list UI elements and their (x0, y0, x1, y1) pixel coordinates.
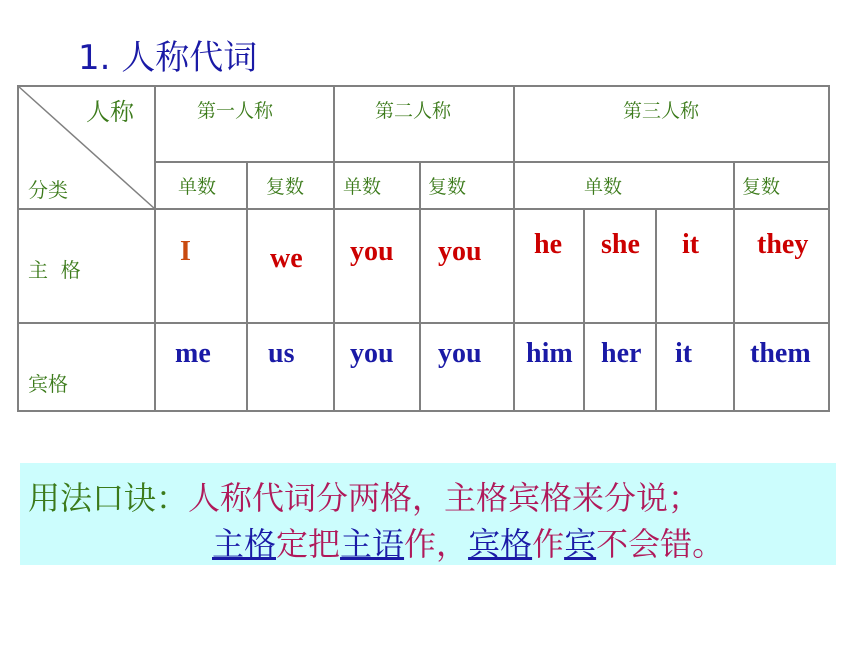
pronoun-object: us (268, 338, 295, 369)
pronoun-subject: it (682, 229, 700, 260)
mnemonic-line-2 (212, 519, 724, 565)
subheader-plural: 复数 (428, 176, 467, 198)
pronoun-subject: she (601, 229, 640, 260)
pronoun-object: it (675, 338, 693, 369)
pronoun-object: me (175, 338, 211, 369)
subheader-singular: 单数 (584, 176, 623, 198)
pronoun-subject: you (350, 236, 394, 267)
subheader-plural: 复数 (742, 176, 781, 198)
row-label-subject: 主 格 (28, 258, 81, 282)
pronoun-subject: we (270, 243, 303, 274)
pronoun-subject: I (180, 236, 191, 267)
object-case-term: 宾格 (468, 525, 533, 563)
object-term: 宾 (564, 525, 597, 563)
mnemonic-text: 人称代词分两格，主格宾格来分说； (188, 479, 701, 517)
subject-term: 主语 (340, 525, 405, 563)
pronoun-subject: you (438, 236, 482, 267)
mnemonic-box (20, 463, 836, 565)
header-third-person: 第三人称 (623, 100, 700, 122)
subheader-singular: 单数 (178, 176, 217, 198)
header-second-person: 第二人称 (375, 100, 452, 122)
row-label-object: 宾格 (28, 372, 68, 396)
pronoun-object: him (526, 338, 573, 369)
mnemonic-text: 不会错。 (596, 525, 725, 563)
mnemonic-lead: 用法口诀： (28, 479, 189, 517)
pronoun-object: them (750, 338, 811, 369)
mnemonic-line-1 (28, 473, 700, 519)
mnemonic-text: 定把 (276, 525, 341, 563)
subheader-singular: 单数 (343, 176, 382, 198)
pronoun-object: you (438, 338, 482, 369)
pronoun-object: her (601, 338, 642, 369)
header-first-person: 第一人称 (197, 100, 274, 122)
mnemonic-text: 作， (404, 525, 469, 563)
subject-case-term: 主格 (212, 525, 277, 563)
mnemonic-text: 作 (532, 525, 565, 563)
corner-category-label: 分类 (28, 178, 68, 202)
corner-person-label: 人称 (86, 98, 134, 126)
subheader-plural: 复数 (266, 176, 305, 198)
page-title: 1. 人称代词 (78, 38, 258, 78)
pronoun-subject: he (534, 229, 562, 260)
pronoun-subject: they (757, 229, 809, 260)
pronoun-object: you (350, 338, 394, 369)
